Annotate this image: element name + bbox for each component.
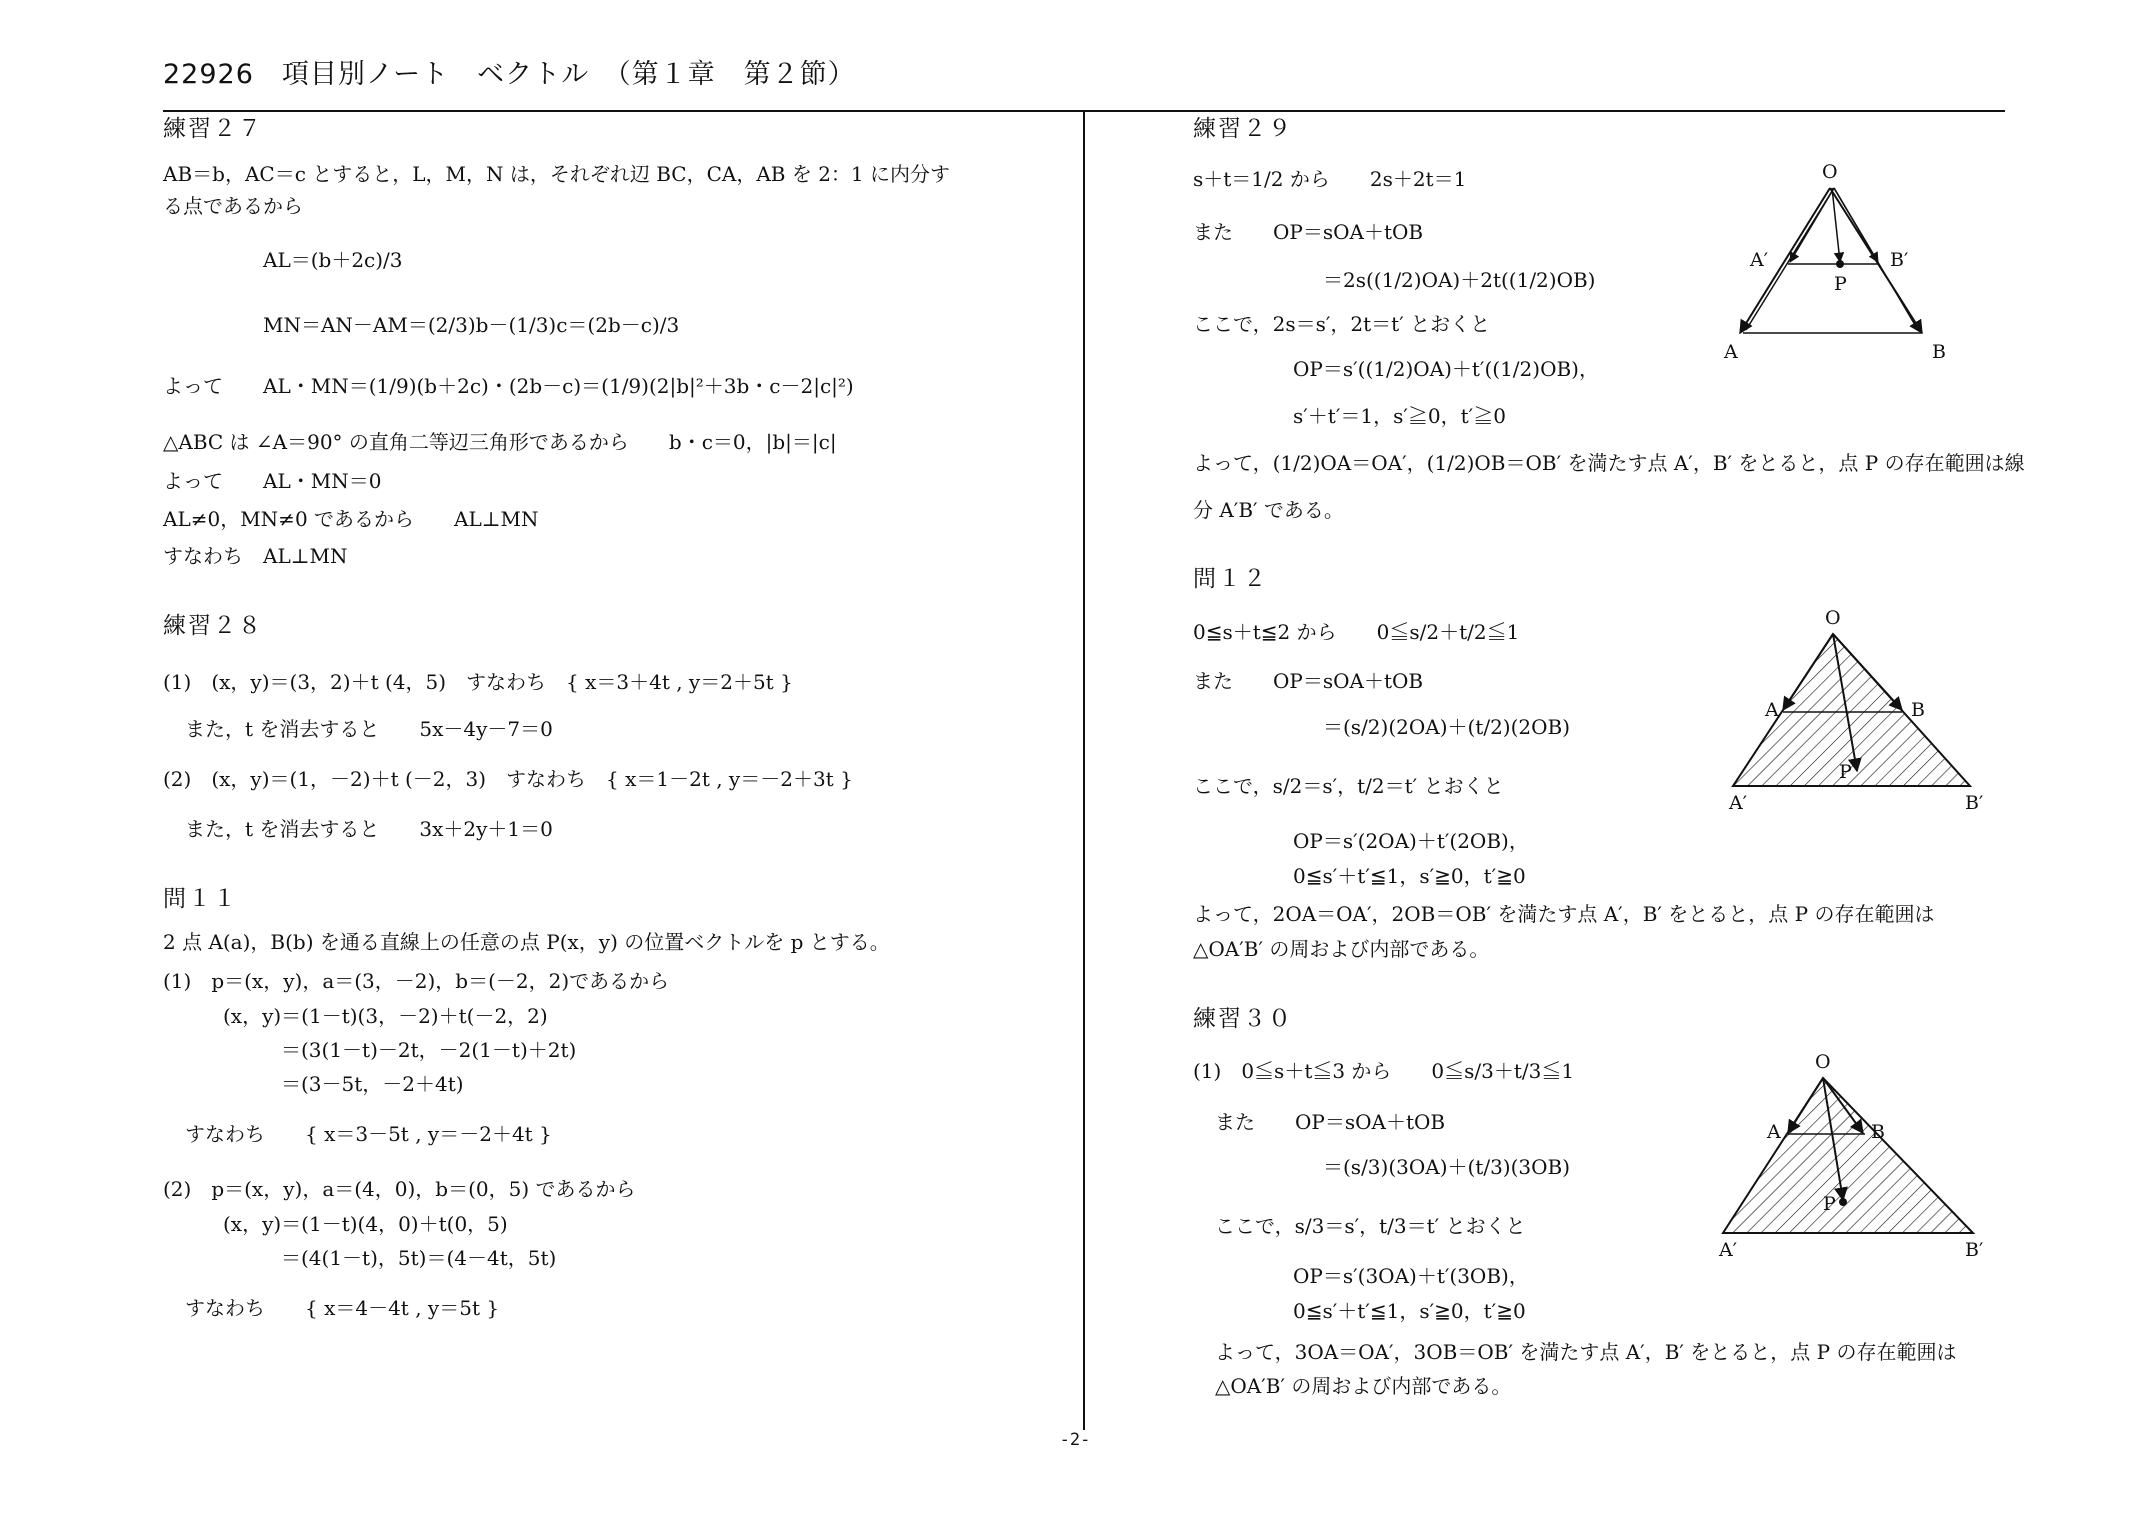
section-heading-exercise-29: 練習２９ — [1193, 116, 1293, 142]
point-label-a: A — [1765, 699, 1779, 721]
equation-line: OP＝s′(2OA)＋t′(2OB)， — [1293, 829, 1529, 853]
equation-line: (x，y)＝(1－t)(3，－2)＋t(－2，2) — [223, 1004, 548, 1028]
text-line: よって AL・MN＝0 — [163, 469, 382, 493]
text-line: 2 点 A(a)，B(b) を通る直線上の任意の点 P(x，y) の位置ベクトルを p とする。 — [163, 930, 890, 954]
equation-line: ＝(s/3)(3OA)＋(t/3)(3OB) — [1323, 1155, 1571, 1179]
equation-line: ＝(3(1－t)－2t，－2(1－t)＋2t) — [281, 1038, 577, 1062]
column-divider — [1083, 112, 1085, 1430]
equation-line: (1) (x，y)＝(3，2)＋t (4，5) すなわち { x＝3＋4t , y＝2＋5t } — [163, 670, 793, 694]
point-label-a-prime: A′ — [1750, 249, 1769, 271]
triangle-figure-exercise-30 — [1705, 1048, 2015, 1268]
point-label-o: O — [1815, 1051, 1831, 1073]
text-line: AL≠0，MN≠0 であるから AL⊥MN — [163, 507, 539, 531]
equation-line: 0≦s′＋t′≦1，s′≧0，t′≧0 — [1293, 864, 1526, 888]
equation-line: ＝2s((1/2)OA)＋2t((1/2)OB) — [1323, 268, 1596, 292]
triangle-figure-exercise-29 — [1710, 158, 1990, 368]
equation-line: (2) (x，y)＝(1，－2)＋t (－2，3) すなわち { x＝1－2t , y＝－2＋3t } — [163, 767, 853, 791]
equation-line: また，t を消去すると 3x＋2y＋1＝0 — [185, 817, 553, 841]
equation-line: AL＝(b＋2c)/3 — [263, 248, 403, 272]
point-label-a-prime: A′ — [1729, 792, 1748, 814]
equation-line: (1) p＝(x，y)，a＝(3，－2)，b＝(－2，2)であるから — [163, 969, 670, 993]
point-label-p: P — [1839, 761, 1852, 783]
point-label-o: O — [1822, 161, 1838, 183]
equation-line: 0≦s＋t≦2 から 0≦s/2＋t/2≦1 — [1193, 620, 1520, 644]
text-line: ここで，s/3＝s′，t/3＝t′ とおくと — [1215, 1214, 1526, 1238]
text-line: △ABC は ∠A＝90° の直角二等辺三角形であるから b・c＝0，|b|＝|c| — [163, 430, 837, 454]
point-label-a: A — [1767, 1121, 1781, 1143]
equation-line: MN＝AN－AM＝(2/3)b－(1/3)c＝(2b－c)/3 — [263, 313, 680, 337]
text-line: ここで，s/2＝s′，t/2＝t′ とおくと — [1193, 774, 1504, 798]
equation-line: ＝(s/2)(2OA)＋(t/2)(2OB) — [1323, 715, 1571, 739]
equation-line: ＝(3－5t，－2＋4t) — [281, 1072, 464, 1096]
equation-line: また OP＝sOA＋tOB — [1193, 220, 1424, 244]
point-label-p: P — [1823, 1193, 1836, 1215]
equation-line: 0≦s′＋t′≦1，s′≧0，t′≧0 — [1293, 1299, 1526, 1323]
equation-line: また OP＝sOA＋tOB — [1193, 669, 1424, 693]
equation-line: (2) p＝(x，y)，a＝(4，0)，b＝(0，5) であるから — [163, 1177, 636, 1201]
text-line: △OA′B′ の周および内部である。 — [1215, 1374, 1512, 1398]
point-label-b: B — [1871, 1121, 1885, 1143]
equation-line: また OP＝sOA＋tOB — [1215, 1110, 1446, 1134]
section-heading-exercise-30: 練習３０ — [1193, 1006, 1293, 1032]
equation-line: すなわち { x＝3－5t , y＝－2＋4t } — [185, 1122, 552, 1146]
text-line: よって，(1/2)OA＝OA′，(1/2)OB＝OB′ を満たす点 A′，B′ をとると，点 P の存在範囲は線 — [1193, 451, 2025, 475]
text-line: よって，2OA＝OA′，2OB＝OB′ を満たす点 A′，B′ をとると，点 P の存在範囲は — [1193, 902, 1935, 926]
point-label-b-prime: B′ — [1965, 1239, 1984, 1261]
text-line: AB＝b，AC＝c とすると，L，M，N は，それぞれ辺 BC，CA，AB を 2：1 に内分す — [163, 162, 951, 186]
equation-line: すなわち { x＝4－4t , y＝5t } — [185, 1296, 500, 1320]
text-line: ここで，2s＝s′，2t＝t′ とおくと — [1193, 312, 1491, 336]
equation-line: (1) 0≦s＋t≦3 から 0≦s/3＋t/3≦1 — [1193, 1059, 1575, 1083]
point-label-b-prime: B′ — [1965, 792, 1984, 814]
point-label-a: A — [1724, 341, 1738, 363]
point-label-b: B — [1911, 699, 1925, 721]
triangle-figure-problem-12 — [1715, 606, 2015, 816]
page-number: -2- — [1059, 1430, 1091, 1450]
text-line: △OA′B′ の周および内部である。 — [1193, 937, 1490, 961]
section-heading-problem-12: 問１２ — [1193, 566, 1268, 592]
section-heading-exercise-27: 練習２７ — [163, 116, 263, 142]
equation-line: ＝(4(1－t)，5t)＝(4－4t，5t) — [281, 1246, 557, 1270]
text-line: る点であるから — [163, 194, 303, 218]
point-label-p: P — [1834, 273, 1847, 295]
equation-line: OP＝s′((1/2)OA)＋t′((1/2)OB)， — [1293, 357, 1599, 381]
point-label-b-prime: B′ — [1890, 249, 1909, 271]
equation-line: また，t を消去すると 5x－4y－7＝0 — [185, 717, 553, 741]
equation-line: OP＝s′(3OA)＋t′(3OB)， — [1293, 1264, 1529, 1288]
point-label-a-prime: A′ — [1719, 1239, 1738, 1261]
section-heading-problem-11: 問１１ — [163, 886, 238, 912]
equation-line: s＋t＝1/2 から 2s＋2t＝1 — [1193, 167, 1467, 191]
point-label-o: O — [1825, 607, 1841, 629]
text-line: 分 A′B′ である。 — [1193, 498, 1344, 522]
page-title: 22926 項目別ノート ベクトル （第１章 第２節） — [163, 59, 856, 90]
equation-line: s′＋t′＝1，s′≧0，t′≧0 — [1293, 404, 1506, 428]
section-heading-exercise-28: 練習２８ — [163, 613, 263, 639]
equation-line: よって AL・MN＝(1/9)(b＋2c)・(2b－c)＝(1/9)(2|b|²＋3b・c－2|c|²) — [163, 374, 854, 398]
text-line: よって，3OA＝OA′，3OB＝OB′ を満たす点 A′，B′ をとると，点 P の存在範囲は — [1215, 1340, 1957, 1364]
text-line: すなわち AL⊥MN — [163, 544, 348, 568]
equation-line: (x，y)＝(1－t)(4，0)＋t(0，5) — [223, 1212, 508, 1236]
point-label-b: B — [1932, 341, 1946, 363]
